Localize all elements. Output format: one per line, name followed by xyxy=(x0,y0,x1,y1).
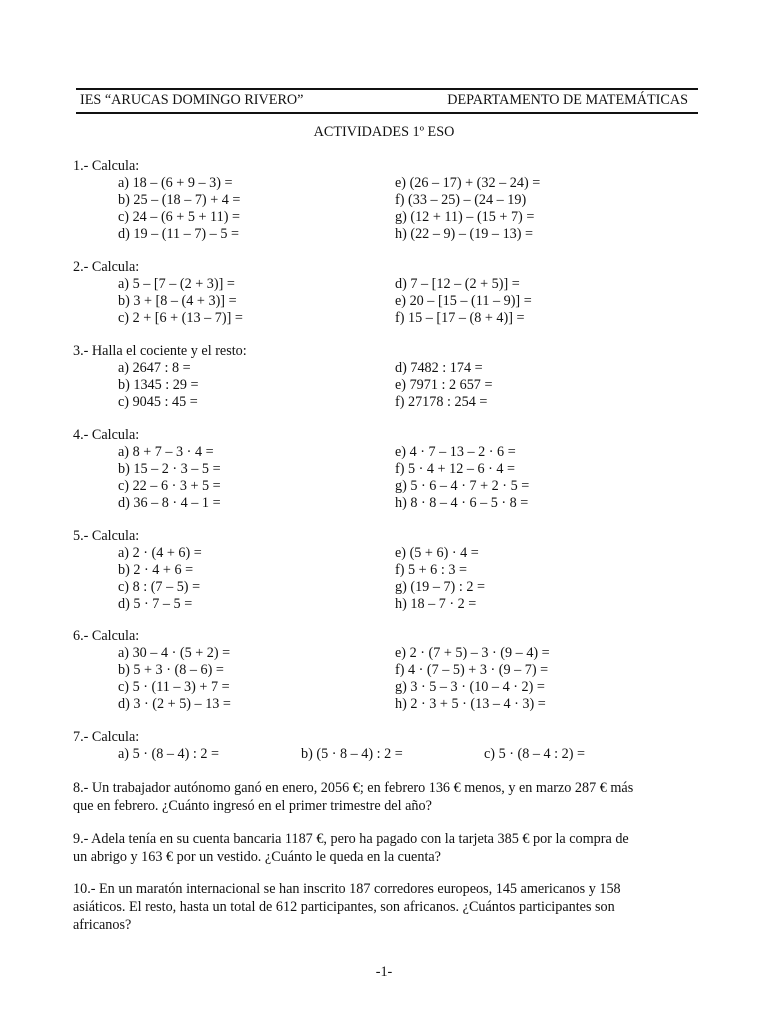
exercise-title: 6.- Calcula: xyxy=(73,628,140,644)
exercise-row xyxy=(73,596,703,613)
exercise-row xyxy=(73,444,703,461)
exercise-item: a) 8 + 7 – 3 · 4 = xyxy=(118,444,214,460)
exercise-7 xyxy=(73,729,703,763)
exercise-row xyxy=(73,276,703,293)
exercise-6 xyxy=(73,628,703,713)
exercise-text-line: un abrigo y 163 € por un vestido. ¿Cuánto le queda en la cuenta? xyxy=(73,849,441,865)
exercise-row xyxy=(73,545,703,562)
exercise-item: f) 5 + 6 : 3 = xyxy=(395,562,467,578)
exercise-text-line: 9.- Adela tenía en su cuenta bancaria 1187 €, pero ha pagado con la tarjeta 385 € por la compra de xyxy=(73,831,629,847)
exercise-row xyxy=(73,377,703,394)
exercise-item: f) (33 – 25) – (24 – 19) xyxy=(395,192,527,208)
exercise-item: d) 7 – [12 – (2 + 5)] = xyxy=(395,276,520,292)
exercise-row xyxy=(73,662,703,679)
exercise-item: b) 3 + [8 – (4 + 3)] = xyxy=(118,293,237,309)
exercise-1 xyxy=(73,158,703,243)
exercise-title: 7.- Calcula: xyxy=(73,729,140,745)
exercise-item: e) (5 + 6) · 4 = xyxy=(395,545,479,561)
exercise-text-line: africanos? xyxy=(73,917,132,933)
exercise-title: 2.- Calcula: xyxy=(73,259,140,275)
exercise-item: a) 2 · (4 + 6) = xyxy=(118,545,202,561)
exercise-item: a) 30 – 4 · (5 + 2) = xyxy=(118,645,231,661)
exercise-row xyxy=(73,192,703,209)
exercise-3 xyxy=(73,343,703,411)
exercise-row xyxy=(73,579,703,596)
exercise-item: c) 22 – 6 · 3 + 5 = xyxy=(118,478,221,494)
exercise-row xyxy=(73,209,703,226)
exercise-item: a) 18 – (6 + 9 – 3) = xyxy=(118,175,233,191)
exercise-item: a) 2647 : 8 = xyxy=(118,360,191,376)
exercise-item: e) 4 · 7 – 13 – 2 · 6 = xyxy=(395,444,516,460)
exercise-item: d) 19 – (11 – 7) – 5 = xyxy=(118,226,239,242)
exercise-item: h) 2 · 3 + 5 · (13 – 4 · 3) = xyxy=(395,696,546,712)
exercise-text-line: asiáticos. El resto, hasta un total de 612 participantes, son africanos. ¿Cuántos participantes son xyxy=(73,899,615,915)
exercise-row xyxy=(73,495,703,512)
exercise-item: g) 3 · 5 – 3 · (10 – 4 · 2) = xyxy=(395,679,545,695)
exercise-title: 3.- Halla el cociente y el resto: xyxy=(73,343,247,359)
exercise-item: b) (5 · 8 – 4) : 2 = xyxy=(301,746,403,762)
exercise-row xyxy=(73,175,703,192)
page-title: ACTIVIDADES 1º ESO xyxy=(313,124,455,140)
exercise-row xyxy=(73,746,703,763)
exercise-item: b) 2 · 4 + 6 = xyxy=(118,562,194,578)
exercise-item: b) 5 + 3 · (8 – 6) = xyxy=(118,662,224,678)
exercise-row xyxy=(73,696,703,713)
exercise-item: h) 18 – 7 · 2 = xyxy=(395,596,477,612)
exercise-9 xyxy=(73,830,703,866)
exercise-item: c) 24 – (6 + 5 + 11) = xyxy=(118,209,240,225)
exercise-item: d) 5 · 7 – 5 = xyxy=(118,596,193,612)
exercise-8 xyxy=(73,779,703,815)
exercise-10 xyxy=(73,880,703,934)
exercise-item: c) 5 · (11 – 3) + 7 = xyxy=(118,679,230,695)
exercise-row xyxy=(73,679,703,696)
exercise-row xyxy=(73,310,703,327)
exercise-item: b) 15 – 2 · 3 – 5 = xyxy=(118,461,221,477)
exercise-row xyxy=(73,293,703,310)
exercise-2 xyxy=(73,259,703,327)
exercise-row xyxy=(73,645,703,662)
department-name: DEPARTAMENTO DE MATEMÁTICAS xyxy=(447,92,688,108)
exercise-item: e) 2 · (7 + 5) – 3 · (9 – 4) = xyxy=(395,645,550,661)
exercise-row xyxy=(73,478,703,495)
exercise-text-line: 10.- En un maratón internacional se han inscrito 187 corredores europeos, 145 americanos y 158 xyxy=(73,881,621,897)
exercise-item: b) 1345 : 29 = xyxy=(118,377,199,393)
exercise-item: h) 8 · 8 – 4 · 6 – 5 · 8 = xyxy=(395,495,529,511)
exercise-item: f) 27178 : 254 = xyxy=(395,394,488,410)
exercise-row xyxy=(73,226,703,243)
exercise-item: d) 3 · (2 + 5) – 13 = xyxy=(118,696,231,712)
exercise-item: f) 4 · (7 – 5) + 3 · (9 – 7) = xyxy=(395,662,549,678)
exercise-item: d) 36 – 8 · 4 – 1 = xyxy=(118,495,221,511)
exercise-row xyxy=(73,360,703,377)
exercise-5 xyxy=(73,528,703,613)
exercise-title: 4.- Calcula: xyxy=(73,427,140,443)
exercise-row xyxy=(73,461,703,478)
exercise-item: e) 20 – [15 – (11 – 9)] = xyxy=(395,293,532,309)
exercise-title: 5.- Calcula: xyxy=(73,528,140,544)
exercise-item: d) 7482 : 174 = xyxy=(395,360,483,376)
exercise-item: e) (26 – 17) + (32 – 24) = xyxy=(395,175,541,191)
exercise-item: a) 5 – [7 – (2 + 3)] = xyxy=(118,276,235,292)
exercise-item: e) 7971 : 2 657 = xyxy=(395,377,493,393)
exercise-item: c) 9045 : 45 = xyxy=(118,394,198,410)
exercise-item: c) 2 + [6 + (13 – 7)] = xyxy=(118,310,243,326)
exercise-item: f) 5 · 4 + 12 – 6 · 4 = xyxy=(395,461,516,477)
exercise-item: g) 5 · 6 – 4 · 7 + 2 · 5 = xyxy=(395,478,530,494)
exercise-title: 1.- Calcula: xyxy=(73,158,140,174)
exercise-text-line: 8.- Un trabajador autónomo ganó en enero, 2056 €; en febrero 136 € menos, y en marzo 287 € más xyxy=(73,780,634,796)
page-header xyxy=(76,88,698,114)
exercise-item: g) (19 – 7) : 2 = xyxy=(395,579,485,595)
exercise-4 xyxy=(73,427,703,512)
exercise-row xyxy=(73,562,703,579)
exercise-row xyxy=(73,394,703,411)
exercise-item: a) 5 · (8 – 4) : 2 = xyxy=(118,746,219,762)
exercise-item: f) 15 – [17 – (8 + 4)] = xyxy=(395,310,525,326)
exercise-item: g) (12 + 11) – (15 + 7) = xyxy=(395,209,535,225)
exercise-item: b) 25 – (18 – 7) + 4 = xyxy=(118,192,241,208)
exercise-item: c) 5 · (8 – 4 : 2) = xyxy=(484,746,585,762)
page-number: -1- xyxy=(375,964,393,980)
school-name: IES “ARUCAS DOMINGO RIVERO” xyxy=(80,92,304,108)
exercise-item: h) (22 – 9) – (19 – 13) = xyxy=(395,226,534,242)
exercise-item: c) 8 : (7 – 5) = xyxy=(118,579,201,595)
exercise-text-line: que en febrero. ¿Cuánto ingresó en el primer trimestre del año? xyxy=(73,798,432,814)
